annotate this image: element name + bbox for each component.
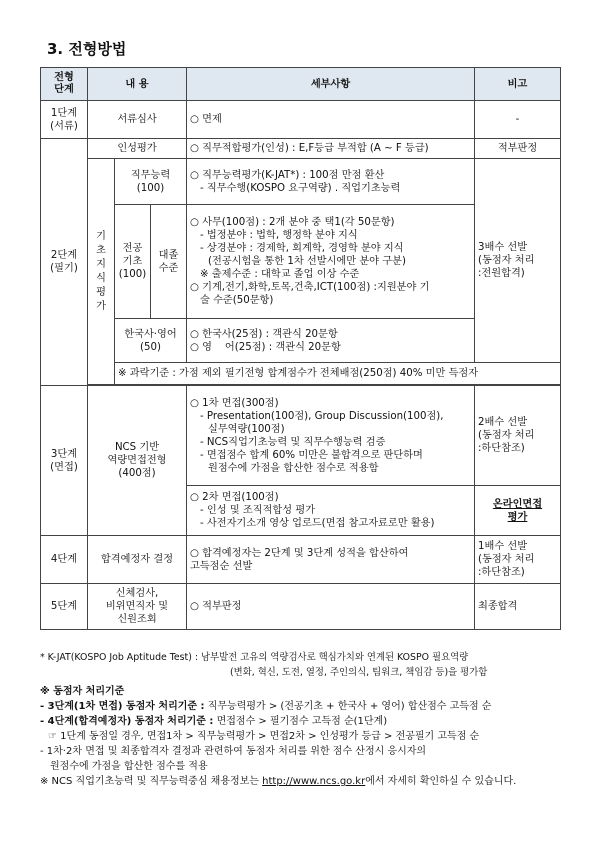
job-ability-content: 직무능력 (100) — [115, 159, 187, 205]
stage1-remark: - — [475, 101, 561, 139]
stage2-remark: 3배수 선발 (동점자 처리 :전원합격) — [475, 159, 561, 363]
tie-title: ※ 동점자 처리기준 — [40, 686, 125, 697]
interview1-line: - NCS직업기초능력 및 직무수행능력 검증 — [200, 436, 386, 448]
history-english-line: ○ 영 어(25점) : 객관식 20문항 — [190, 341, 341, 353]
major-line: ○ 기계,전기,화학,토목,건축,ICT(100점) :지원분야 기 — [190, 282, 430, 293]
history-english-details — [187, 319, 475, 363]
header-remark: 비고 — [475, 68, 561, 101]
stage1-label: 1단계 (서류) — [41, 101, 88, 139]
major-line: (전공시험을 통한 1차 선발시에만 분야 구분) — [208, 256, 406, 267]
job-ability-line: - 직무수행(KOSPO 요구역량) . 직업기초능력 — [200, 182, 401, 194]
stage2-label: 2단계 (필기) — [41, 139, 88, 386]
major-line: ※ 출제수준 : 대학교 졸업 이상 수준 — [200, 269, 360, 280]
stage3-first-details — [187, 386, 475, 486]
stage5-remark: 최종합격 — [475, 584, 561, 630]
tie-stage3-label: - 3단계(1차 면접) 동점자 처리기준 : — [40, 701, 205, 712]
ncs-note — [40, 774, 570, 789]
major-line: - 상경분야 : 경제학, 회계학, 경영학 분야 지식 — [200, 243, 404, 254]
tie-stage4-text: 면접점수 > 필기점수 고득점 순(1단계) — [213, 716, 388, 727]
notes-section — [40, 650, 570, 789]
interview2-line: - 사전자기소개 영상 업로드(면접 참고자료로만 활용) — [200, 518, 435, 529]
stage3-first-row — [41, 386, 561, 486]
interview1-line: - Presentation(100점), Group Discussion(100점), — [200, 410, 444, 422]
history-english-content: 한국사·영어 (50) — [115, 319, 187, 363]
stage3-second-details — [187, 486, 475, 536]
stage5-label: 5단계 — [41, 584, 88, 630]
basic-knowledge-label: 기 초 지 식 평 가 — [88, 159, 115, 385]
major-level: 대졸 수준 — [151, 205, 187, 319]
fail-criteria-note: ※ 과락기준 : 가점 제외 필기전형 합계점수가 전체배점(250점) 40% 미만 득점자 — [115, 363, 561, 385]
interview2-line: ○ 2차 면접(100점) — [190, 492, 279, 503]
header-stage: 전형 단계 — [41, 68, 88, 101]
tie-stage3 — [40, 699, 570, 714]
stage1-content: 서류심사 — [88, 101, 187, 139]
stage1-row — [41, 101, 561, 139]
tie-arrow-note: ☞ 1단계 동점일 경우, 면접1차 > 직무능력평가 > 면접2차 > 인성평가 등급 > 전공필기 고득점 순 — [48, 731, 480, 742]
stage3-content: NCS 기반 역량면접전형 (400점) — [88, 386, 187, 536]
kjat-note-cont: (변화, 혁신, 도전, 열정, 주인의식, 팀워크, 책임감 등)을 평가함 — [230, 667, 488, 678]
major-line: ○ 사무(100점) : 2개 분야 중 택1(각 50문항) — [190, 217, 395, 228]
major-details — [187, 205, 475, 319]
interview2-line: - 인성 및 조직적합성 평가 — [200, 505, 316, 516]
history-english-line: ○ 한국사(25점) : 객관식 20문항 — [190, 328, 338, 340]
stage3-first-remark: 2배수 선발 (동점자 처리 :하단참조) — [475, 386, 561, 486]
header-details: 세부사항 — [187, 68, 475, 101]
ncs-link[interactable]: http://www.ncs.go.kr — [262, 776, 366, 787]
interview1-line: - 면접점수 합계 60% 미만은 불합격으로 판단하며 — [200, 449, 423, 461]
kjat-note: * K-JAT(KOSPO Job Aptitude Test) : 남부발전 고유의 역량검사로 핵심가치와 연계된 KOSPO 필요역량 — [40, 652, 469, 663]
fail-criteria-row — [41, 363, 561, 385]
interview1-line: 원점수에 가점을 합산한 점수로 적용함 — [208, 462, 379, 474]
job-ability-line: ○ 직무능력평가(K-JAT*) : 100점 만점 환산 — [190, 169, 385, 181]
tie-stage4-label: - 4단계(합격예정자) 동점자 처리기준 : — [40, 716, 214, 727]
stage4-label: 4단계 — [41, 536, 88, 584]
selection-table — [40, 67, 561, 630]
header-row — [41, 68, 561, 101]
interview1-line: 실무역량(100점) — [208, 423, 285, 435]
interview1-line: ○ 1차 면접(300점) — [190, 397, 279, 409]
tie-stage4 — [40, 714, 570, 729]
tie-stage3-text: 직무능력평가 > (전공기초 + 한국사 + 영어) 합산점수 고득점 순 — [204, 701, 492, 712]
tie-extra: - 1차·2차 면접 및 최종합격자 결정과 관련하여 동점자 처리를 위한 점수 산정시 응시자의 — [40, 746, 427, 757]
stage1-details: ○ 면제 — [187, 101, 475, 139]
personality-content: 인성평가 — [88, 139, 187, 159]
section-title: 3. 전형방법 — [47, 40, 127, 58]
stage3-label: 3단계 (면접) — [41, 386, 88, 536]
stage4-remark: 1배수 선발 (동점자 처리 :하단참조) — [475, 536, 561, 584]
stage4-row — [41, 536, 561, 584]
stage4-details: ○ 합격예정자는 2단계 및 3단계 성적을 합산하여 고득점순 선발 — [187, 536, 475, 584]
stage5-row — [41, 584, 561, 630]
ncs-note-pre: ※ NCS 직업기초능력 및 직무능력중심 채용정보는 — [40, 776, 263, 787]
stage5-content: 신체검사, 비위면직자 및 신원조회 — [88, 584, 187, 630]
stage3-second-remark: 온라인면접 평가 — [475, 486, 561, 536]
stage2-personality-row — [41, 139, 561, 159]
stage5-details: ○ 적부판정 — [187, 584, 475, 630]
job-ability-details — [187, 159, 475, 205]
job-ability-row — [41, 159, 561, 205]
personality-details: ○ 직무적합평가(인성) : E,F등급 부적합 (A ~ F 등급) — [187, 139, 475, 159]
major-line: - 법정분야 : 법학, 행정학 분야 지식 — [200, 230, 358, 241]
major-line: 술 수준(50문항) — [200, 295, 274, 306]
major-content: 전공 기초 (100) — [115, 205, 151, 319]
header-content: 내 용 — [88, 68, 187, 101]
personality-remark: 적부판정 — [475, 139, 561, 159]
tie-extra-cont: 원점수에 가점을 합산한 점수를 적용 — [50, 761, 208, 772]
stage4-content: 합격예정자 결정 — [88, 536, 187, 584]
ncs-note-post: 에서 자세히 확인하실 수 있습니다. — [365, 776, 517, 787]
